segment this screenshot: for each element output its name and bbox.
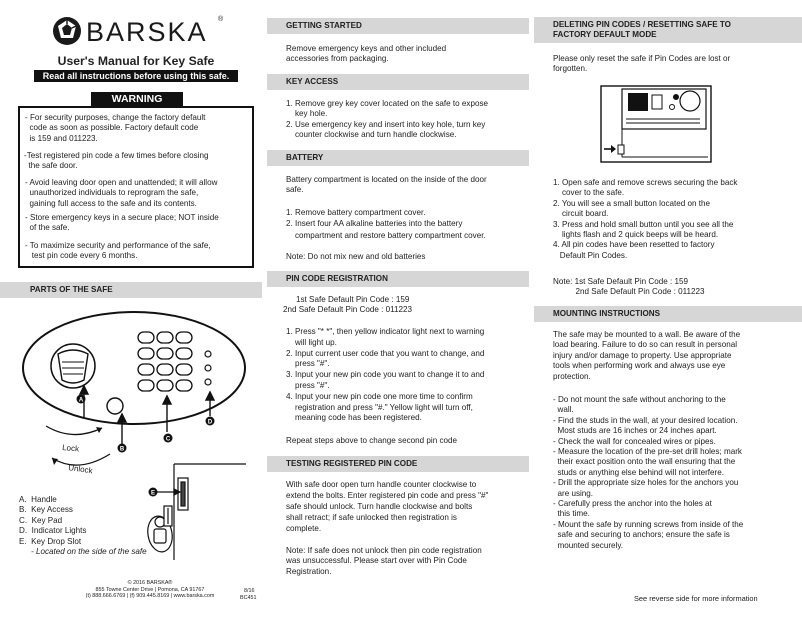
circuit-board-diagram [600, 85, 712, 163]
testing-note: Note: If safe does not unlock then pin code registration was unsuccessful. Please start over with Pin Code Registration. [286, 546, 482, 576]
legend-item: E. Key Drop Slot [19, 536, 82, 546]
pin-registration-header: PIN CODE REGISTRATION [267, 271, 529, 287]
deleting-body: Please only reset the safe if Pin Codes are lost or forgotten. [553, 54, 731, 74]
getting-started-header: GETTING STARTED [267, 18, 529, 34]
label-d: D [207, 419, 213, 426]
brand-logo [52, 16, 232, 48]
warning-item: - To maximize security and performance of the safe, test pin code every 6 months. [25, 241, 211, 261]
footer-address: 855 Towne Center Drive | Pomona, CA 91767 [95, 586, 205, 593]
parts-legend [19, 495, 147, 557]
battery-note: Note: Do not mix new and old batteries [286, 252, 426, 261]
see-reverse-note: See reverse side for more information [634, 594, 758, 603]
battery-body: Battery compartment is located on the inside of the door safe. [286, 175, 487, 195]
battery-header: BATTERY [267, 150, 529, 166]
pin-defaults [283, 295, 412, 316]
battery-step: 2. Insert four AA alkaline batteries into the battery compartment and restore battery compartment cover. [286, 219, 486, 240]
deleting-step: 2. You will see a small button located on the circuit board. [553, 198, 711, 219]
key-access-header: KEY ACCESS [267, 74, 529, 90]
key-access-step: 2. Use emergency key and insert into key hole, turn key counter clockwise and turn handle clockwise. [286, 119, 486, 140]
pin-step: 2. Input current user code that you want to change, and press "#". [286, 348, 485, 369]
footer-date: 8/16 [244, 588, 255, 594]
label-b: B [119, 446, 125, 453]
unlock-label: Unlock [67, 463, 94, 476]
pin-step: 4. Input your new pin code one more time to confirm registration and press "#." Yellow light will turn off, meaning code has been registered. [286, 391, 473, 423]
parts-header: PARTS OF THE SAFE [0, 282, 262, 298]
reset-button [618, 145, 624, 154]
key-access-step: 1. Remove grey key cover located on the safe to expose key hole. [286, 99, 489, 119]
default-pin: 2nd Safe Default Pin Code : 011223 [283, 305, 412, 315]
indicator-lights [205, 351, 211, 385]
key-access-cover [107, 398, 123, 414]
mounting-item: - Do not mount the safe without anchoring to the wall. [553, 395, 726, 415]
label-e: E [150, 490, 156, 497]
key-drop-slot-illustration [145, 464, 246, 560]
legend-item: D. Indicator Lights [19, 526, 87, 536]
battery-step: 1. Remove battery compartment cover. [286, 208, 426, 217]
manual-title: User's Manual for Key Safe [57, 54, 215, 68]
deleting-step: 4. All pin codes have been resetted to factory Default Pin Codes. [553, 240, 715, 260]
legend-item: B. Key Access [19, 505, 73, 515]
unlock-arrow [52, 454, 110, 465]
mounting-header: MOUNTING INSTRUCTIONS [534, 306, 802, 322]
footer-model: BC451 [240, 595, 257, 601]
deleting-note: Note: 1st Safe Default Pin Code : 159 2nd Safe Default Pin Code : 011223 [553, 277, 705, 297]
legend-item: A. Handle [19, 495, 57, 504]
mounting-item: - Check the wall for concealed wires or pipes. [553, 436, 716, 446]
default-pin: 1st Safe Default Pin Code : 159 [296, 295, 410, 304]
footer-block [62, 580, 238, 600]
warning-item: - Store emergency keys in a secure place; NOT inside of the safe. [25, 213, 219, 233]
mounting-item: - Drill the appropriate size holes for the anchors you are using. [553, 478, 739, 498]
pin-repeat-note: Repeat steps above to change second pin code [286, 436, 457, 445]
manual-subtitle: Read all instructions before using this safe. [34, 70, 238, 82]
testing-header: TESTING REGISTERED PIN CODE [267, 456, 529, 472]
mounting-items [553, 395, 743, 551]
deleting-step: 1. Open safe and remove screws securing the back cover to the safe. [553, 178, 738, 198]
footer-contact: (t) 888.666.6769 | (f) 909.445.8169 | www.barska.com [85, 593, 215, 600]
label-c: C [165, 436, 171, 443]
footer-copyright: © 2016 BARSKA® [127, 580, 173, 586]
warning-title: WARNING [91, 92, 183, 106]
warning-item: -Test registered pin code a few times before closing the safe door. [24, 151, 209, 171]
battery-steps [286, 208, 486, 241]
brand-name: BARSKA [86, 17, 208, 47]
lock-label: Lock [61, 443, 80, 454]
deleting-step: 3. Press and hold small button until you see all the lights flash and 2 quick beeps will be heard. [553, 219, 734, 240]
legend-item: C. Key Pad [19, 515, 63, 525]
warning-box [18, 106, 254, 268]
deleting-steps [553, 178, 737, 261]
warning-item: - Avoid leaving door open and unattended; it will allow unauthorized individuals to reprogram the safe, gaining full access to the safe and its contents. [25, 178, 218, 208]
mounting-item: - Measure the location of the pre-set drill holes; mark their exact position onto the wall ensuring that the studs or anything else behind will not interfere. [553, 447, 742, 477]
mounting-item: - Carefully press the anchor into the holes at this time. [553, 499, 712, 519]
brand-registered-mark: ® [218, 16, 224, 23]
mounting-body: The safe may be mounted to a wall. Be aware of the load bearing. Failure to do so can result in personal injury and/or damage to property. Use appropriate tools when performing work and always use eye protection. [553, 330, 741, 381]
label-a: A [78, 397, 84, 404]
legend-note: - Located on the side of the safe [31, 547, 147, 557]
warning-item: - For security purposes, change the factory default code as soon as possible. Factory default code is 159 and 011223. [25, 113, 206, 143]
deleting-header: DELETING PIN CODES / RESETTING SAFE TO FACTORY DEFAULT MODE [534, 17, 802, 43]
testing-body: With safe door open turn handle counter clockwise to extend the bolts. Enter registered pin code and press "#" safe should unlock. Turn handle clockwise and bolts shall retract; if safe unlocked then registration is complete. [286, 480, 489, 533]
handle-illustration [51, 344, 95, 388]
getting-started-body: Remove emergency keys and other included accessories from packaging. [286, 44, 447, 64]
pin-registration-steps [286, 327, 484, 424]
pin-step: 3. Input your new pin code you want to change it to and press "#". [286, 370, 485, 390]
pin-step: 1. Press "* *", then yellow indicator light next to warning will light up. [286, 327, 485, 347]
barska-logo-icon [52, 16, 82, 46]
lock-arrow [46, 426, 102, 435]
mounting-item: - Mount the safe by running screws from inside of the safe and securing to anchors; ensure the safe is mounted securely. [553, 519, 744, 550]
key-access-steps [286, 99, 488, 141]
mounting-item: - Find the studs in the wall, at your desired location. Most studs are 16 inches or 24 inches apart. [553, 415, 738, 436]
